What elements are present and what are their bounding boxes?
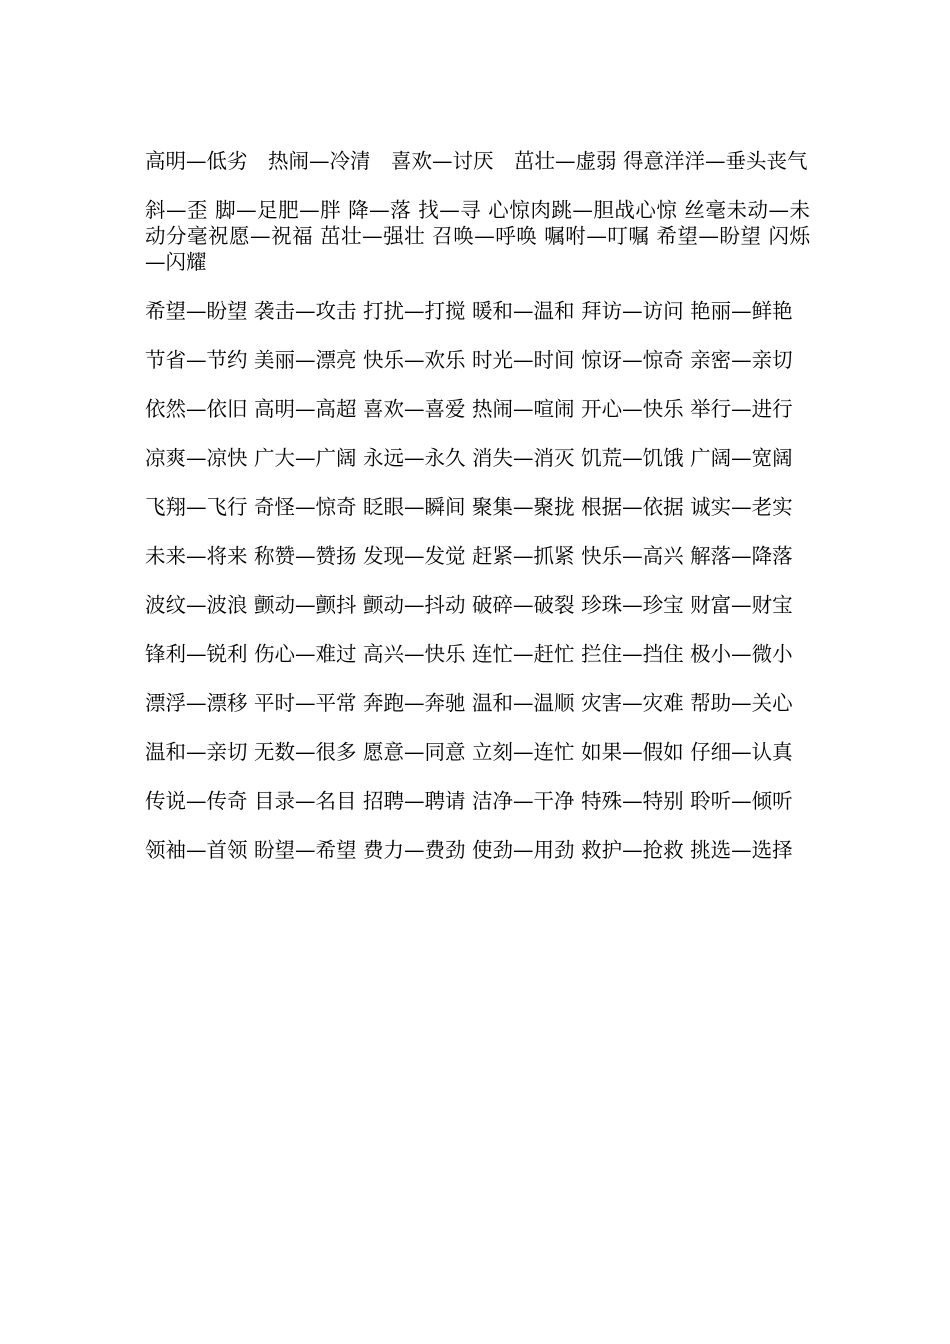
synonym-paragraph-13: 传说—传奇 目录—名目 招聘—聘请 洁净—干净 特殊—特别 聆听—倾听 xyxy=(145,789,793,813)
synonym-paragraph-6: 凉爽—凉快 广大—广阔 永远—永久 消失—消灭 饥荒—饥饿 广阔—宽阔 xyxy=(145,446,793,470)
synonym-paragraph-3: 希望—盼望 袭击—攻击 打扰—打搅 暖和—温和 拜访—访问 艳丽—鲜艳 xyxy=(145,299,793,323)
synonym-list xyxy=(145,148,810,886)
synonym-paragraph-9: 波纹—波浪 颤动—颤抖 颤动—抖动 破碎—破裂 珍珠—珍宝 财富—财宝 xyxy=(145,593,793,617)
synonym-paragraph-10: 锋利—锐利 伤心—难过 高兴—快乐 连忙—赶忙 拦住—挡住 极小—微小 xyxy=(145,642,793,666)
synonym-paragraph-7: 飞翔—飞行 奇怪—惊奇 眨眼—瞬间 聚集—聚拢 根据—依据 诚实—老实 xyxy=(145,495,793,519)
synonym-paragraph-14: 领袖—首领 盼望—希望 费力—费劲 使劲—用劲 救护—抢救 挑选—选择 xyxy=(145,838,793,862)
synonym-paragraph-12: 温和—亲切 无数—很多 愿意—同意 立刻—连忙 如果—假如 仔细—认真 xyxy=(145,740,793,764)
synonym-paragraph-5: 依然—依旧 高明—高超 喜欢—喜爱 热闹—喧闹 开心—快乐 举行—进行 xyxy=(145,397,793,421)
synonym-paragraph-11: 漂浮—漂移 平时—平常 奔跑—奔驰 温和—温顺 灾害—灾难 帮助—关心 xyxy=(145,691,793,715)
synonym-paragraph-1: 高明—低劣 热闹—冷清 喜欢—讨厌 茁壮—虚弱 得意洋洋—垂头丧气 xyxy=(145,149,808,173)
synonym-paragraph-4: 节省—节约 美丽—漂亮 快乐—欢乐 时光—时间 惊讶—惊奇 亲密—亲切 xyxy=(145,348,793,372)
synonym-paragraph-2: 斜—歪 脚—足肥—胖 降—落 找—寻 心惊肉跳—胆战心惊 丝毫未动—未动分毫祝愿—祝福 茁壮—强壮 召唤—呼唤 嘱咐—叮嘱 希望—盼望 闪烁—闪耀 xyxy=(145,198,810,274)
synonym-paragraph-8: 未来—将来 称赞—赞扬 发现—发觉 赶紧—抓紧 快乐—高兴 解落—降落 xyxy=(145,544,793,568)
